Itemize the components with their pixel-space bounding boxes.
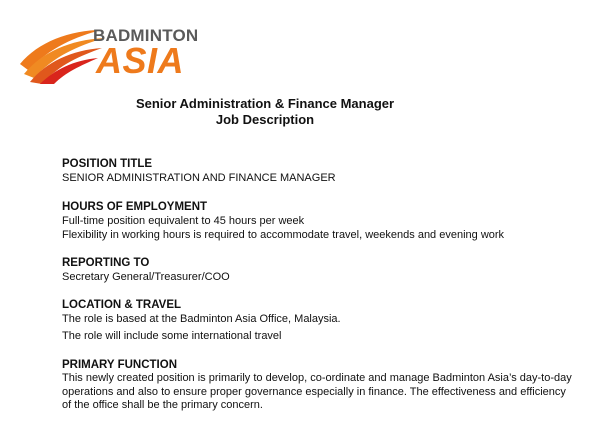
section-line: Secretary General/Treasurer/COO — [62, 271, 230, 283]
section-location-travel — [62, 298, 577, 343]
section-heading: REPORTING TO — [62, 257, 150, 269]
section-heading: HOURS OF EMPLOYMENT — [62, 201, 208, 213]
section-line: Full-time position equivalent to 45 hours per week — [62, 215, 305, 227]
section-primary-function — [62, 358, 577, 413]
badminton-asia-logo — [18, 20, 199, 90]
section-hours-of-employment — [62, 200, 577, 242]
section-paragraph: This newly created position is primarily to develop, co-ordinate and manage Badminton Asia’s day-to-day operations and also to ensure proper governance especially in finance. The effectiveness and efficiency of the office shall be the primary concern. — [62, 372, 572, 411]
section-line: The role will include some international travel — [62, 330, 282, 342]
section-heading: POSITION TITLE — [62, 158, 153, 170]
section-position-title — [62, 157, 577, 185]
document-title-block — [0, 96, 530, 128]
section-line: Flexibility in working hours is required to accommodate travel, weekends and evening work — [62, 229, 505, 241]
logo-text-badminton: BADMINTON — [93, 26, 199, 45]
job-description-body — [62, 157, 577, 413]
section-line: SENIOR ADMINISTRATION AND FINANCE MANAGER — [62, 172, 336, 184]
logo-text-asia: ASIA — [96, 40, 185, 81]
section-heading: PRIMARY FUNCTION — [62, 359, 177, 371]
document-title: Senior Administration & Finance Manager — [135, 96, 395, 111]
section-reporting-to — [62, 256, 577, 284]
section-line: The role is based at the Badminton Asia Office, Malaysia. — [62, 313, 341, 325]
document-subtitle: Job Description — [215, 112, 315, 127]
section-heading: LOCATION & TRAVEL — [62, 299, 182, 311]
